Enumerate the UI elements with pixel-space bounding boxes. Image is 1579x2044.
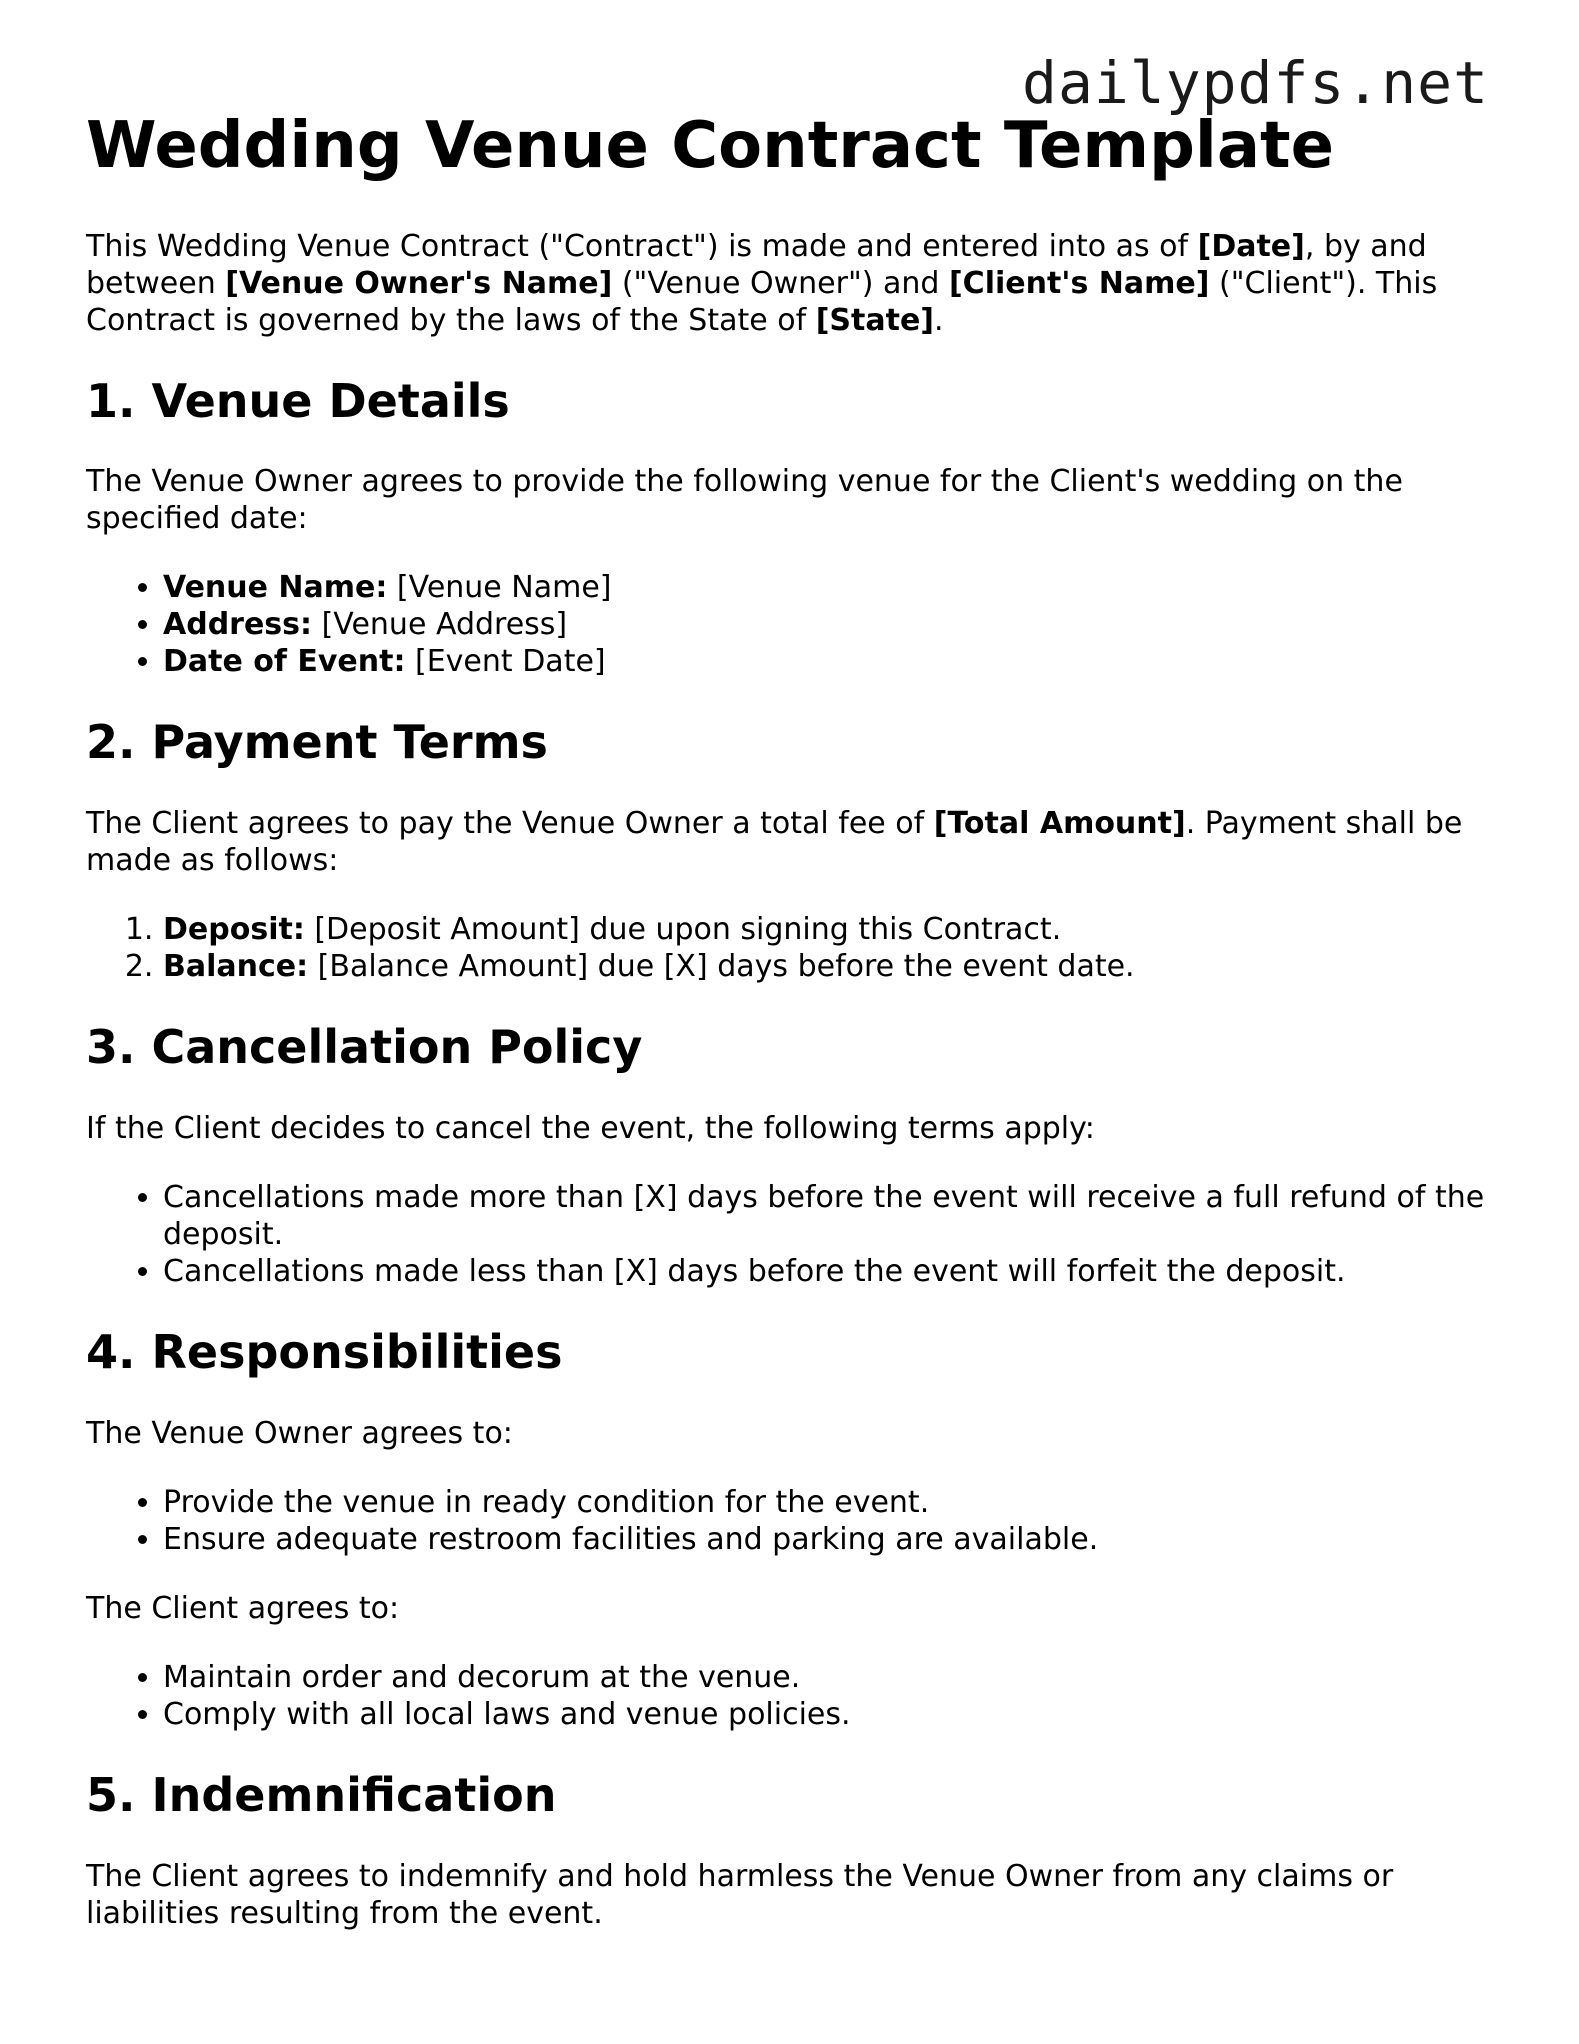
venue-owner-placeholder: [Venue Owner's Name] bbox=[225, 265, 613, 301]
section-heading-responsibilities: 4. Responsibilities bbox=[86, 1325, 563, 1380]
total-amount-placeholder: [Total Amount] bbox=[933, 806, 1186, 842]
list-item: • Comply with all local laws and venue policies. bbox=[163, 1696, 1486, 1733]
owner-responsibilities-list bbox=[86, 1484, 1486, 1558]
indemnification-paragraph: The Client agrees to indemnify and hold harmless the Venue Owner from any claims or liabilities resulting from the event. bbox=[86, 1859, 1394, 1932]
owner-responsibilities-paragraph: The Venue Owner agrees to: bbox=[86, 1416, 513, 1452]
venue-details-paragraph: The Venue Owner agrees to provide the following venue for the Client's wedding on the specified date: bbox=[86, 464, 1403, 537]
venue-details-list bbox=[86, 569, 1486, 680]
page-title: Wedding Venue Contract Template bbox=[86, 109, 1335, 183]
cancellation-paragraph: If the Client decides to cancel the event, the following terms apply: bbox=[86, 1111, 1095, 1147]
list-item: • Address: [Venue Address] bbox=[163, 606, 1486, 643]
section-heading-payment-terms: 2. Payment Terms bbox=[86, 715, 548, 770]
list-item: • Ensure adequate restroom facilities and parking are available. bbox=[163, 1521, 1486, 1558]
client-responsibilities-paragraph: The Client agrees to: bbox=[86, 1591, 400, 1627]
list-item: • Venue Name: [Venue Name] bbox=[163, 569, 1486, 606]
client-responsibilities-list bbox=[86, 1659, 1486, 1733]
list-item: • Cancellations made less than [X] days before the event will forfeit the deposit. bbox=[163, 1253, 1486, 1290]
section-heading-cancellation-policy: 3. Cancellation Policy bbox=[86, 1020, 643, 1075]
intro-paragraph: This Wedding Venue Contract ("Contract") is made and entered into as of [Date], by and between [Venue Owner's Name] ("Venue Owner") and [Client's Name] ("Client"). This Contract is governed by the laws of the State of [State]. bbox=[86, 228, 1438, 338]
list-item: • Provide the venue in ready condition for the event. bbox=[163, 1484, 1486, 1521]
document-body bbox=[86, 110, 1486, 1964]
client-placeholder: [Client's Name] bbox=[948, 265, 1210, 301]
list-item: 2. Balance: [Balance Amount] due [X] days before the event date. bbox=[163, 948, 1486, 985]
payment-terms-list bbox=[86, 911, 1486, 985]
list-item: 1. Deposit: [Deposit Amount] due upon signing this Contract. bbox=[163, 911, 1486, 948]
cancellation-list bbox=[86, 1179, 1486, 1290]
list-item: • Cancellations made more than [X] days before the event will receive a full refund of the deposit. bbox=[163, 1179, 1486, 1253]
list-item: • Maintain order and decorum at the venue. bbox=[163, 1659, 1486, 1696]
state-placeholder: [State] bbox=[815, 302, 935, 338]
section-heading-venue-details: 1. Venue Details bbox=[86, 373, 510, 428]
watermark: dailypdfs.net bbox=[1022, 49, 1489, 117]
section-heading-indemnification: 5. Indemnification bbox=[86, 1768, 557, 1823]
payment-terms-paragraph: The Client agrees to pay the Venue Owner a total fee of [Total Amount]. Payment shall be made as follows: bbox=[86, 806, 1463, 879]
list-item: • Date of Event: [Event Date] bbox=[163, 643, 1486, 680]
date-placeholder: [Date] bbox=[1197, 228, 1305, 264]
